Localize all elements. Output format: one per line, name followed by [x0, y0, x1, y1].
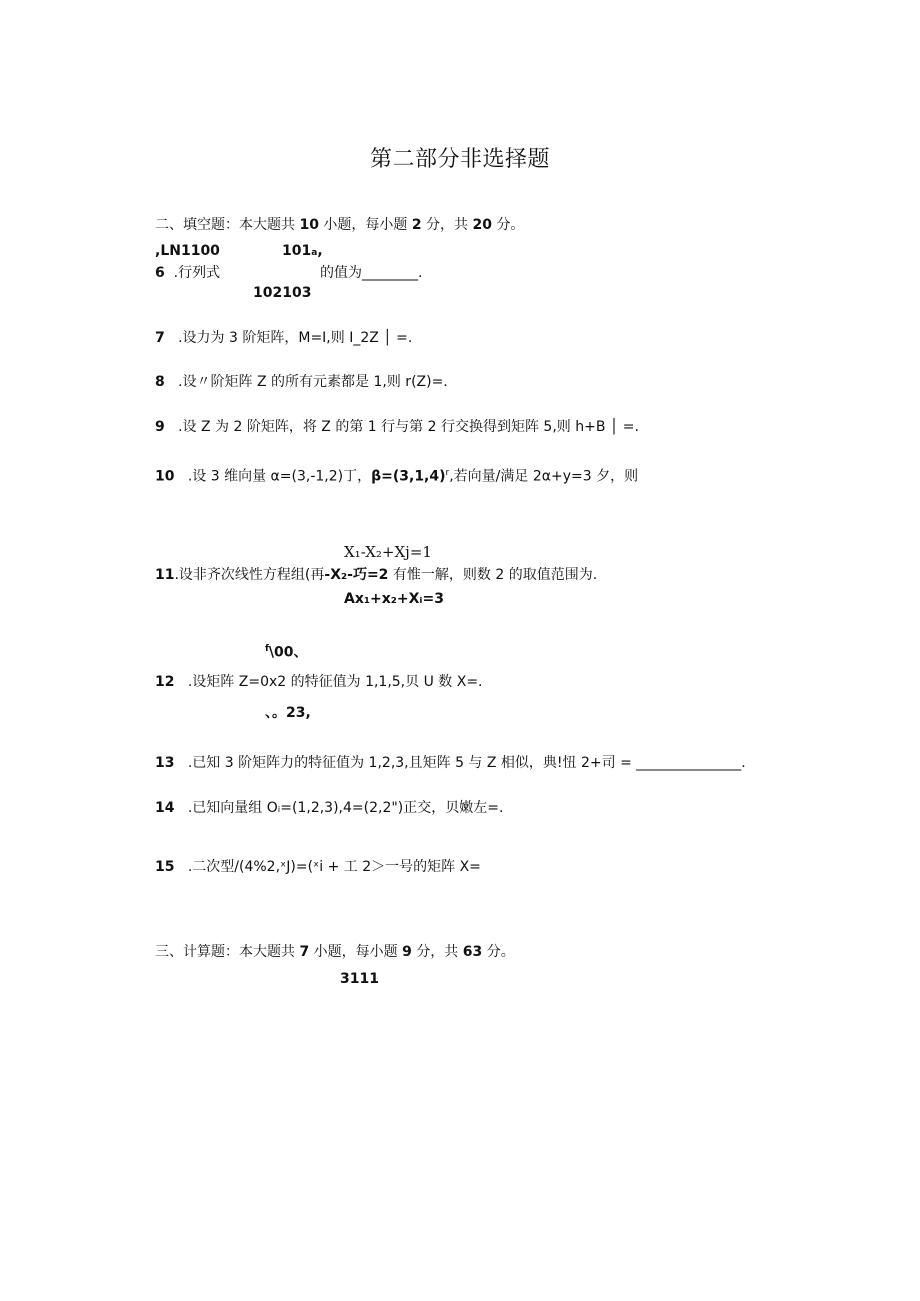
q15-number: 15 — [155, 859, 175, 875]
q7-text: .设力为 3 阶矩阵，M=I,则 I_2Z │ =. — [178, 330, 413, 346]
q11-text-c: 有惟一解，则数 2 的取值范围为. — [388, 567, 598, 583]
q14-number: 14 — [155, 800, 175, 816]
q6-matrix-row1-a: ,LN1100 — [155, 243, 220, 259]
section-3-fragment: 3111 — [340, 971, 379, 987]
q6-number: 6 — [155, 265, 165, 281]
section-2-total: 20 — [472, 217, 492, 233]
section-3-count: 7 — [299, 944, 310, 960]
q10-text-a: .设 3 维向量 α=(3,-1,2)丁， — [187, 468, 372, 485]
q13-number: 13 — [155, 755, 175, 771]
q12-text: .设矩阵 Z=0x2 的特征值为 1,1,5,贝 U 数 X=. — [187, 674, 483, 690]
section-2-each: 2 — [411, 217, 422, 233]
q12 — [155, 673, 483, 691]
q7 — [155, 329, 412, 347]
q12-matrix-row1-text: \00、 — [268, 644, 308, 661]
q10-text-c: ,若向量/满足 2α+y=3 夕，则 — [449, 468, 639, 485]
section-3-each: 9 — [402, 944, 412, 960]
q10 — [155, 464, 638, 486]
q13-text: .已知 3 阶矩阵力的特征值为 1,2,3,且矩阵 5 与 Z 相似，典!忸 2+司 = _______________. — [187, 755, 746, 771]
section-2-header — [155, 216, 524, 234]
section-3-header — [155, 943, 515, 961]
q11-equation-3: Ax₁+x₂+Xᵢ=3 — [344, 591, 444, 607]
q11-text-b: -X₂-巧=2 — [324, 567, 389, 583]
q9-number: 9 — [155, 419, 165, 435]
q12-superscript: f — [265, 644, 269, 654]
q13 — [155, 754, 746, 772]
section-3-header-text: 三、计算题：本大题共 — [155, 944, 295, 960]
q11-text-a: .设非齐次线性方程组(再 — [174, 567, 325, 583]
q14 — [155, 799, 503, 817]
q14-text: .已知向量组 Oᵢ=(1,2,3),4=(2,2")正交，贝嫩左=. — [187, 800, 504, 816]
q6-line — [155, 264, 220, 282]
q6-matrix-row1-tail: , — [317, 243, 323, 259]
q8-text: .设〃阶矩阵 Z 的所有元素都是 1,则 r(Z)=. — [178, 374, 448, 390]
q12-matrix-row1 — [265, 640, 308, 662]
q11 — [155, 566, 597, 584]
section-3-header-mid: 小题，每小题 — [313, 944, 398, 960]
q15 — [155, 858, 481, 876]
q6-matrix-row1-sub: a — [311, 248, 318, 258]
q7-number: 7 — [155, 330, 165, 346]
q8 — [155, 373, 448, 391]
section-3-header-tail: 分。 — [486, 944, 515, 960]
q11-number: 11 — [155, 567, 175, 583]
q10-superscript: r — [445, 468, 450, 478]
q6-text: .行列式 — [173, 265, 221, 281]
q9-text: .设 Z 为 2 阶矩阵，将 Z 的第 1 行与第 2 行交换得到矩阵 5,则 h+B │ =. — [178, 419, 639, 435]
q6-text-2: 的值为________. — [320, 265, 423, 281]
section-2-header-mid2: 分，共 — [426, 217, 469, 233]
q10-text-b: β=(3,1,4) — [371, 468, 446, 485]
q11-equation-1: X₁-X₂+Xj=1 — [344, 543, 432, 561]
section-2-header-tail: 分。 — [496, 217, 525, 233]
q9 — [155, 418, 639, 436]
q10-number: 10 — [155, 468, 175, 485]
q12-number: 12 — [155, 674, 175, 690]
q12-matrix-row3: 、。23, — [265, 705, 311, 721]
section-2-count: 10 — [299, 217, 319, 233]
q6-matrix-row1-b-text: 101 — [282, 243, 312, 259]
section-3-header-mid2: 分，共 — [416, 944, 459, 960]
q8-number: 8 — [155, 374, 165, 390]
section-2-header-mid: 小题，每小题 — [323, 217, 408, 233]
page-title: 第二部分非选择题 — [370, 147, 551, 172]
section-3-total: 63 — [462, 944, 483, 960]
q6-matrix-row1-b — [282, 242, 323, 262]
q6-matrix-row3: 102103 — [253, 285, 312, 301]
section-2-header-text: 二、填空题：本大题共 — [155, 217, 295, 233]
q15-text: .二次型/(4%2,ˣJ)=(ˣi + 工 2＞一号的矩阵 X= — [187, 859, 481, 875]
